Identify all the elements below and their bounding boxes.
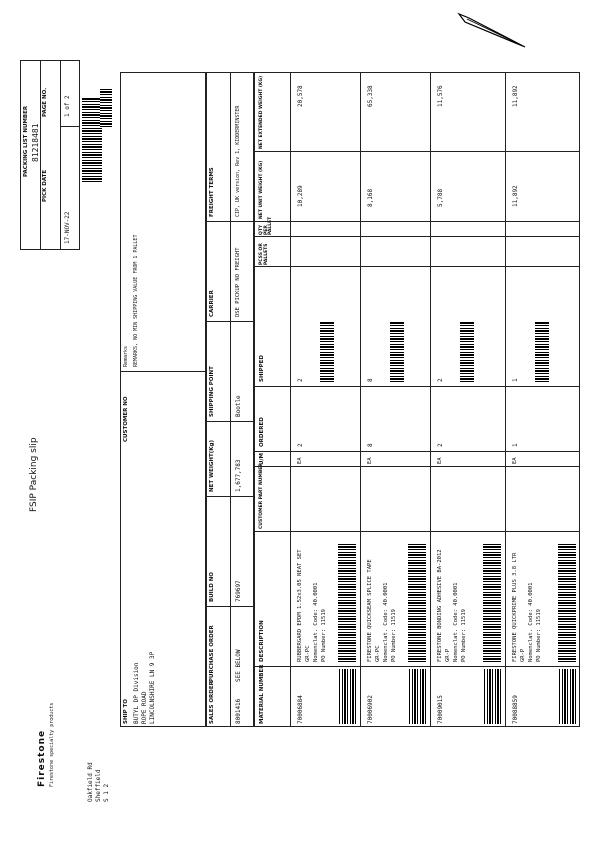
col-material: MATERIAL NUMBER — [259, 664, 265, 724]
item-desc-line3: Nomenclat. Code: 40.0001 — [528, 582, 534, 662]
description-barcode — [338, 542, 356, 662]
page-no-label: PAGE NO. — [42, 87, 48, 117]
carrier-value: DSE PICKUP NO FREIGHT — [235, 247, 241, 317]
item-desc-line1: FIRESTONE BONDING ADHESIVE BA-2012 — [437, 549, 443, 662]
packing-barcode — [82, 98, 102, 182]
remarks-label: Remarks — [123, 345, 129, 367]
ship-to-label: SHIP TO — [123, 699, 129, 724]
pen-mark-icon — [455, 7, 530, 52]
col-ext-weight: NET EXTENDED WEIGHT (KG) — [259, 75, 264, 149]
col-unit-weight: NET UNIT WEIGHT (KG) — [259, 160, 264, 219]
freight-value: CIP, UK version, Rev 1, KIDDERMINSTER — [235, 105, 241, 217]
item-ext-weight: 20,578 — [297, 85, 304, 107]
item-shipped: 2 — [297, 378, 304, 382]
col-qty-per-pallet: QTY PER PALLET — [259, 216, 273, 235]
sender-line2: Sheffield — [95, 769, 102, 802]
sales-order-label: SALES ORDER — [209, 681, 215, 724]
sales-order-value: 8001416 — [235, 698, 242, 724]
ship-to-name: BUTYL DP Division — [133, 662, 140, 724]
item-desc-line2: GR-P — [520, 648, 526, 662]
col-customer-part: CUSTOMER PART NUMBER — [259, 463, 264, 529]
page-barcode — [100, 87, 112, 127]
net-weight-value: 1,677,783 — [235, 459, 242, 492]
ship-to-line3: LINCOLNSHIRE LN 9 3P — [149, 651, 156, 724]
col-shipped: SHIPPED — [259, 355, 265, 382]
pick-date-value: 17-NOV-22 — [64, 211, 71, 244]
carrier-label: CARRIER — [209, 290, 215, 317]
ship-to-line2: ROPE ROAD — [141, 691, 148, 724]
build-label: BUILD NO — [209, 572, 215, 602]
item-unit-weight: 11,892 — [512, 185, 519, 207]
remarks-text: REMARKS, NO MIN SHIPPING VALUE FROM 1 PALLET — [133, 234, 139, 367]
col-pallets: PCSS OR PALLETS — [259, 243, 269, 265]
material-barcode — [483, 669, 501, 724]
col-description: DESCRIPTION — [259, 620, 265, 662]
packing-list-number: 81218481 — [31, 123, 40, 162]
pick-date-label: PICK DATE — [42, 169, 48, 202]
item-shipped: 8 — [367, 378, 374, 382]
packing-list-label: PACKING LIST NUMBER — [23, 105, 29, 177]
item-shipped: 1 — [512, 378, 519, 382]
shipped-barcode — [460, 322, 474, 382]
item-desc-line4: PO Number: 11519 — [391, 609, 397, 662]
item-ext-weight: 11,892 — [512, 85, 519, 107]
col-ordered: ORDERED — [259, 417, 265, 447]
item-desc-line1: FIRESTONE QUICKSEAM SPLICE TAPE — [367, 559, 373, 662]
item-ext-weight: 11,576 — [437, 85, 444, 107]
brand-tagline: Firestone specialty products — [49, 702, 55, 787]
material-barcode — [408, 669, 426, 724]
item-desc-line4: PO Number: 11519 — [536, 609, 542, 662]
item-desc-line1: FIRESTONE QUICKPRIME PLUS 3.8 LTR — [512, 552, 518, 662]
item-material-number: 70009015 — [437, 695, 444, 724]
item-desc-line3: Nomenclat. Code: 40.0001 — [313, 582, 319, 662]
build-value: 769697 — [235, 580, 242, 602]
item-ordered: 2 — [437, 443, 444, 447]
item-ext-weight: 65,338 — [367, 85, 374, 107]
item-shipped: 2 — [437, 378, 444, 382]
shipped-barcode — [535, 322, 549, 382]
item-desc-line3: Nomenclat. Code: 40.0001 — [383, 582, 389, 662]
item-um: EA — [437, 457, 443, 464]
col-um: U/M — [259, 453, 265, 465]
item-um: EA — [297, 457, 303, 464]
item-material-number: 70006902 — [367, 695, 374, 724]
description-barcode — [408, 542, 426, 662]
shipped-barcode — [320, 322, 334, 382]
shipping-point-value: Bootle — [235, 395, 242, 417]
material-barcode — [338, 669, 356, 724]
description-barcode — [558, 542, 576, 662]
item-unit-weight: 5,788 — [437, 188, 444, 207]
item-unit-weight: 8,168 — [367, 188, 374, 207]
purchase-order-label: PURCHASE ORDER — [209, 625, 215, 682]
sender-line3: S 1 2 — [103, 783, 110, 802]
doc-title: FSIP Packing slip — [29, 437, 39, 512]
page-no-value: 1 of 2 — [64, 95, 71, 117]
brand-logo: Firestone — [37, 729, 47, 787]
item-unit-weight: 10,289 — [297, 185, 304, 207]
item-desc-line1: RUBBERGARD EPDM 1.52x3.05 NEAT SET — [297, 549, 303, 662]
item-um: EA — [512, 457, 518, 464]
customer-no-label: CUSTOMER NO — [123, 396, 129, 442]
item-um: EA — [367, 457, 373, 464]
sender-line1: Oakfield Rd — [87, 762, 94, 802]
ship-to-box — [120, 72, 206, 727]
item-desc-line4: PO Number: 11519 — [461, 609, 467, 662]
description-barcode — [483, 542, 501, 662]
item-ordered: 8 — [367, 443, 374, 447]
item-desc-line3: Nomenclat. Code: 40.0001 — [453, 582, 459, 662]
item-ordered: 2 — [297, 443, 304, 447]
item-desc-line2: GR-P — [445, 648, 451, 662]
net-weight-label: NET WEIGHT(Kg) — [209, 440, 215, 492]
shipped-barcode — [390, 322, 404, 382]
item-material-number: 70006884 — [297, 695, 304, 724]
material-barcode — [558, 669, 576, 724]
item-ordered: 1 — [512, 443, 519, 447]
item-desc-line2: GR-PC — [305, 645, 311, 662]
purchase-order-value: SEE BELOW — [235, 649, 242, 682]
freight-label: FREIGHT TERMS — [209, 167, 215, 217]
item-material-number: 70088859 — [512, 695, 519, 724]
item-desc-line2: GR-PC — [375, 645, 381, 662]
shipping-point-label: SHIPPING POINT — [209, 366, 215, 417]
item-desc-line4: PO Number: 11519 — [321, 609, 327, 662]
